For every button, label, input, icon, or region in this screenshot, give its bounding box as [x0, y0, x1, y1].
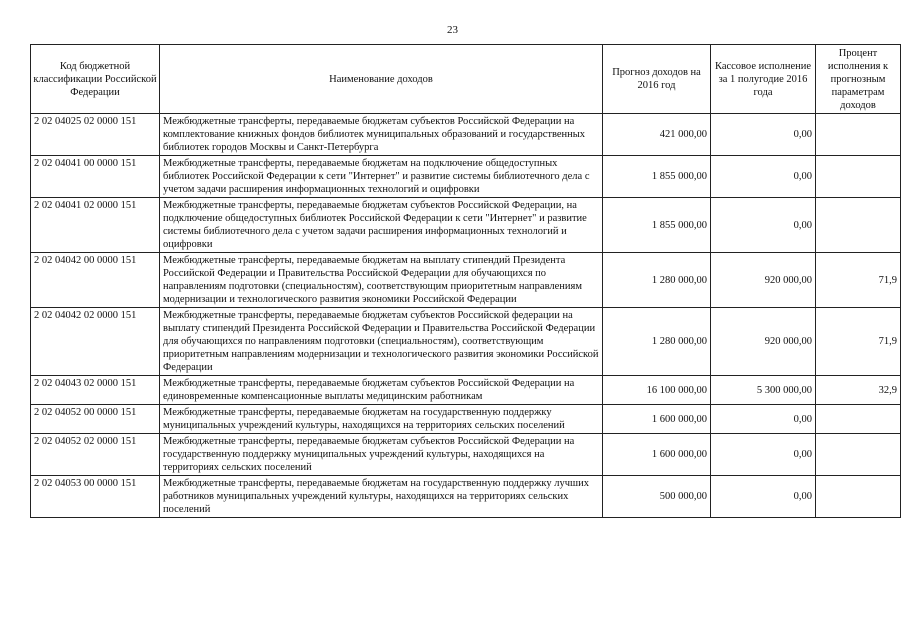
cell-code: 2 02 04053 00 0000 151: [31, 476, 160, 518]
cell-cash: 0,00: [711, 156, 816, 198]
cell-name: Межбюджетные трансферты, передаваемые бюджетам на выплату стипендий Президента Российской Федерации и Правительства Российской Федерации для обучающихся по направлениям подготовки (специальностям), соответствующим приоритетным направлениям модернизации и технологического развития экономики Российской Федерации: [160, 253, 603, 308]
table-row: [31, 308, 901, 376]
cell-percent: [816, 156, 901, 198]
header-forecast: Прогноз доходов на 2016 год: [603, 45, 711, 114]
page-number: 23: [447, 24, 458, 36]
cell-forecast: 1 280 000,00: [603, 253, 711, 308]
cell-forecast: 421 000,00: [603, 114, 711, 156]
cell-forecast: 1 600 000,00: [603, 434, 711, 476]
cell-name: Межбюджетные трансферты, передаваемые бюджетам на государственную поддержку лучших работников муниципальных учреждений культуры, находящихся на территориях сельских поселений: [160, 476, 603, 518]
cell-code: 2 02 04041 00 0000 151: [31, 156, 160, 198]
table-row: [31, 405, 901, 434]
table-row: [31, 253, 901, 308]
cell-percent: [816, 198, 901, 253]
header-name: Наименование доходов: [160, 45, 603, 114]
cell-name: Межбюджетные трансферты, передаваемые бюджетам субъектов Российской федерации на выплату стипендий Президента Российской Федерации и Правительства Российской Федерации для обучающихся по направлениям подготовки (специальностям), соответствующим приоритетным направлениям модернизации и технологического развития экономики Российской Федерации: [160, 308, 603, 376]
cell-percent: [816, 476, 901, 518]
cell-code: 2 02 04052 02 0000 151: [31, 434, 160, 476]
cell-cash: 0,00: [711, 114, 816, 156]
cell-forecast: 500 000,00: [603, 476, 711, 518]
cell-code: 2 02 04042 00 0000 151: [31, 253, 160, 308]
cell-name: Межбюджетные трансферты, передаваемые бюджетам на подключение общедоступных библиотек Российской Федерации к сети "Интернет" и развитие системы библиотечного дела с учетом задачи расширения информационных технологий и оцифровки: [160, 156, 603, 198]
cell-forecast: 1 855 000,00: [603, 198, 711, 253]
header-code: Код бюджетной классификации Российской Федерации: [31, 45, 160, 114]
table-row: [31, 156, 901, 198]
cell-percent: 32,9: [816, 376, 901, 405]
revenue-table: [30, 44, 901, 518]
cell-percent: 71,9: [816, 253, 901, 308]
cell-percent: [816, 114, 901, 156]
cell-name: Межбюджетные трансферты, передаваемые бюджетам субъектов Российской Федерации на комплектование книжных фондов библиотек муниципальных образований и государственных библиотек городов Москвы и Санкт-Петербурга: [160, 114, 603, 156]
cell-name: Межбюджетные трансферты, передаваемые бюджетам субъектов Российской Федерации на государственную поддержку муниципальных учреждений культуры, находящихся на территориях сельских поселений: [160, 434, 603, 476]
cell-forecast: 1 855 000,00: [603, 156, 711, 198]
cell-forecast: 16 100 000,00: [603, 376, 711, 405]
cell-forecast: 1 280 000,00: [603, 308, 711, 376]
cell-code: 2 02 04052 00 0000 151: [31, 405, 160, 434]
cell-name: Межбюджетные трансферты, передаваемые бюджетам субъектов Российской Федерации на единовременные компенсационные выплаты медицинским работникам: [160, 376, 603, 405]
table-header: [31, 45, 901, 114]
cell-percent: [816, 434, 901, 476]
cell-cash: 920 000,00: [711, 308, 816, 376]
table-row: [31, 376, 901, 405]
header-cash-execution: Кассовое исполнение за 1 полугодие 2016 года: [711, 45, 816, 114]
cell-cash: 920 000,00: [711, 253, 816, 308]
cell-code: 2 02 04025 02 0000 151: [31, 114, 160, 156]
cell-cash: 0,00: [711, 198, 816, 253]
table-row: [31, 476, 901, 518]
table-row: [31, 198, 901, 253]
header-execution-percent: Процент исполнения к прогнозным параметрам доходов: [816, 45, 901, 114]
cell-cash: 5 300 000,00: [711, 376, 816, 405]
table-row: [31, 434, 901, 476]
header-row: [31, 45, 901, 114]
cell-cash: 0,00: [711, 434, 816, 476]
table-row: [31, 114, 901, 156]
cell-cash: 0,00: [711, 405, 816, 434]
cell-code: 2 02 04041 02 0000 151: [31, 198, 160, 253]
cell-name: Межбюджетные трансферты, передаваемые бюджетам на государственную поддержку муниципальных учреждений культуры, находящихся на территориях сельских поселений: [160, 405, 603, 434]
cell-name: Межбюджетные трансферты, передаваемые бюджетам субъектов Российской Федерации, на подключение общедоступных библиотек Российской Федерации к сети "Интернет" и развитие системы библиотечного дела с учетом задачи расширения информационных технологий и оцифровки: [160, 198, 603, 253]
cell-code: 2 02 04043 02 0000 151: [31, 376, 160, 405]
cell-forecast: 1 600 000,00: [603, 405, 711, 434]
cell-percent: [816, 405, 901, 434]
table-body: [31, 114, 901, 518]
cell-cash: 0,00: [711, 476, 816, 518]
cell-percent: 71,9: [816, 308, 901, 376]
cell-code: 2 02 04042 02 0000 151: [31, 308, 160, 376]
